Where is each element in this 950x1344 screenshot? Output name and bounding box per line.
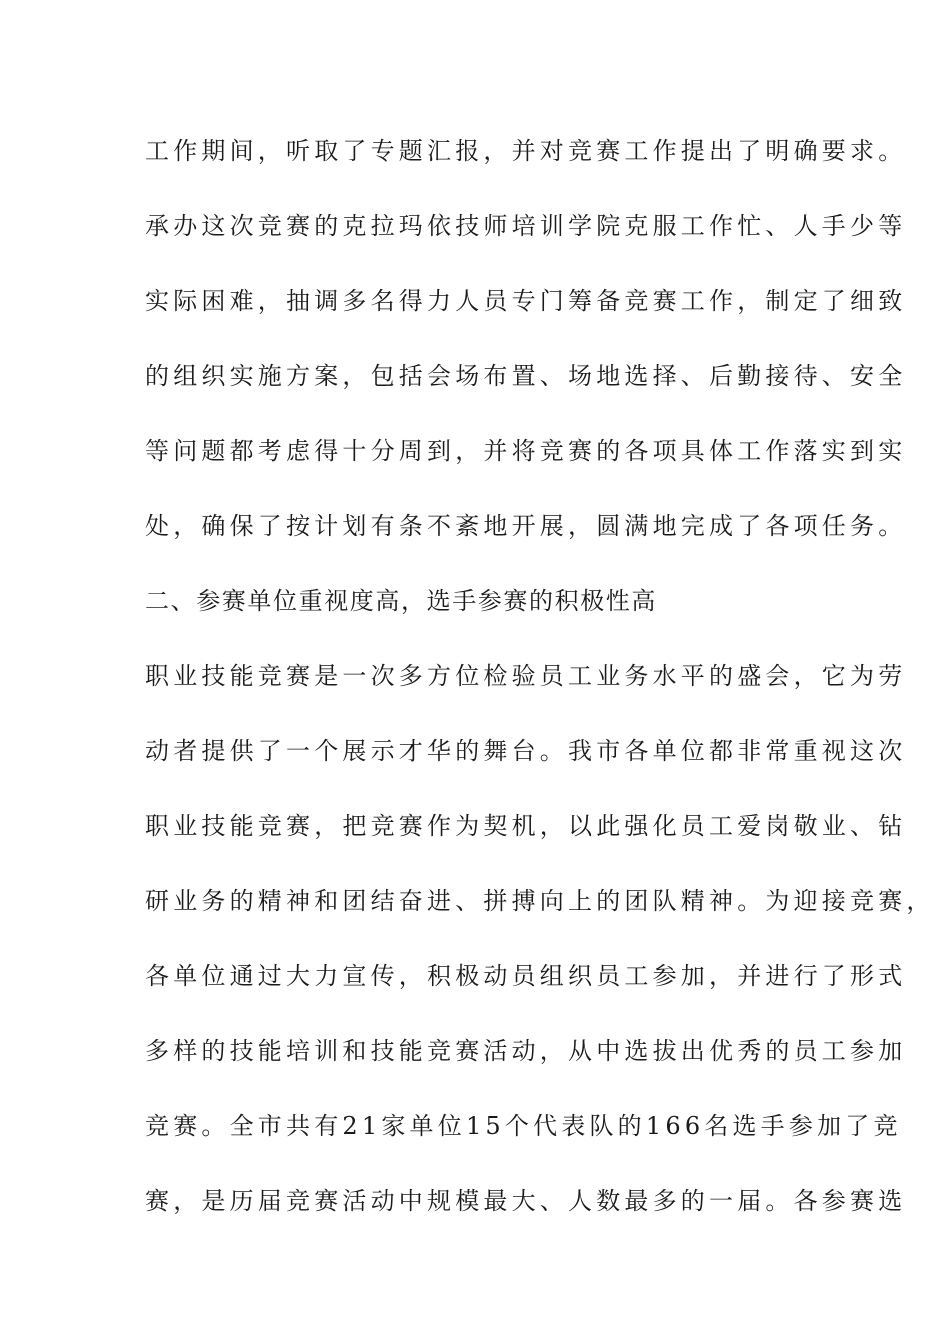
paragraph-line-14: 赛，是历届竞赛活动中规模最大、人数最多的一届。各参赛选	[145, 1187, 907, 1215]
section-heading: 二、参赛单位重视度高，选手参赛的积极性高	[145, 587, 657, 615]
paragraph-line-10: 研业务的精神和团结奋进、拼搏向上的团队精神。为迎接竞赛，	[145, 887, 935, 915]
paragraph-line-9: 职业技能竞赛，把竞赛作为契机，以此强化员工爱岗敬业、钻	[145, 812, 907, 840]
paragraph-line-7: 职业技能竞赛是一次多方位检验员工业务水平的盛会，它为劳	[145, 662, 907, 690]
paragraph-line-1: 工作期间，听取了专题汇报，并对竞赛工作提出了明确要求。	[145, 137, 907, 165]
paragraph-line-2: 承办这次竞赛的克拉玛依技师培训学院克服工作忙、人手少等	[145, 212, 907, 240]
paragraph-line-5: 等问题都考虑得十分周到，并将竞赛的各项具体工作落实到实	[145, 437, 907, 465]
paragraph-line-6: 处，确保了按计划有条不紊地开展，圆满地完成了各项任务。	[145, 512, 907, 540]
paragraph-line-12: 多样的技能培训和技能竞赛活动，从中选拔出优秀的员工参加	[145, 1037, 907, 1065]
paragraph-line-8: 动者提供了一个展示才华的舞台。我市各单位都非常重视这次	[145, 737, 907, 765]
paragraph-line-4: 的组织实施方案，包括会场布置、场地选择、后勤接待、安全	[145, 362, 907, 390]
paragraph-line-13: 竞赛。全市共有21家单位15个代表队的166名选手参加了竞	[145, 1112, 902, 1140]
paragraph-line-11: 各单位通过大力宣传，积极动员组织员工参加，并进行了形式	[145, 962, 907, 990]
paragraph-line-3: 实际困难，抽调多名得力人员专门筹备竞赛工作，制定了细致	[145, 287, 907, 315]
